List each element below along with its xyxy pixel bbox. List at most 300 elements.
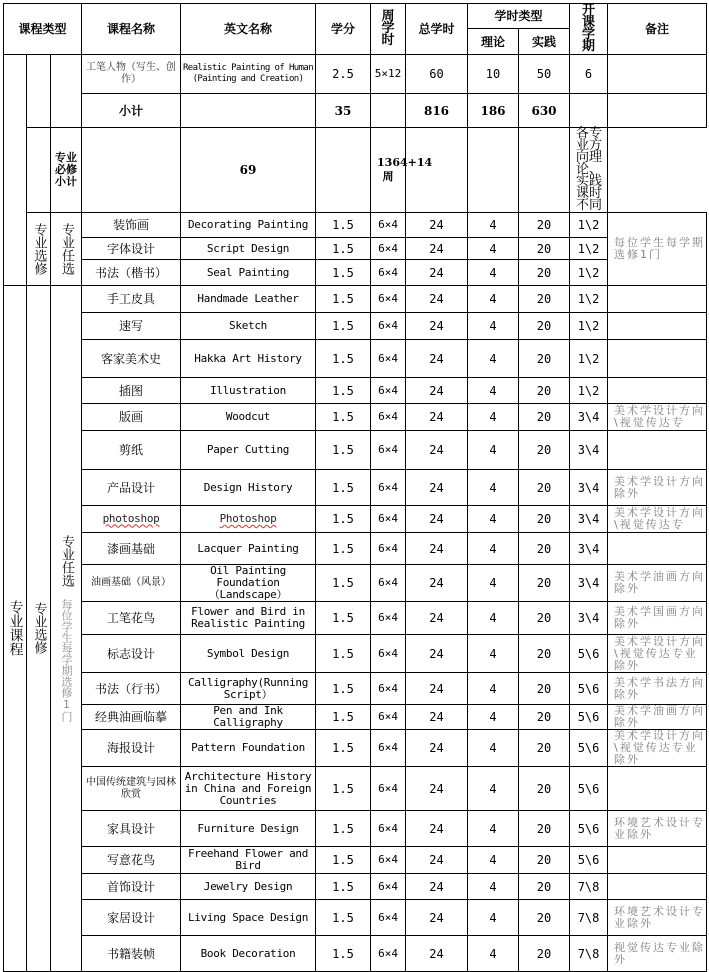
- course-credits: 1.5: [316, 565, 371, 602]
- table-row: [4, 213, 707, 238]
- course-name-text: 手工皮具: [107, 292, 156, 306]
- course-name-text: 海报设计: [107, 741, 156, 755]
- course-english-name: [181, 900, 316, 936]
- course-theory-hours: 4: [468, 767, 519, 811]
- course-credits: 1.5: [316, 874, 371, 900]
- group-major-elective: [27, 286, 51, 972]
- subtotal-semester: [570, 94, 608, 128]
- course-weekly-hours: 6×4: [371, 506, 406, 533]
- course-english-name: [181, 431, 316, 470]
- course-english-name: [181, 313, 316, 340]
- course-english-name: [181, 404, 316, 431]
- course-practice-hours: 20: [519, 900, 570, 936]
- course-name-text: 漆画基础: [107, 541, 156, 556]
- course-total-hours: 24: [406, 635, 468, 673]
- group-major-optional-label: 专业任选: [59, 535, 74, 587]
- course-practice-hours: 20: [519, 936, 570, 972]
- header-theory: 理论: [468, 29, 519, 55]
- required-subtotal-label: 专业必修小计: [51, 128, 82, 213]
- table-row: [4, 260, 707, 286]
- table-row: [4, 705, 707, 730]
- course-total-hours: 24: [406, 340, 468, 378]
- course-semester: 7\8: [570, 900, 608, 936]
- course-theory-hours: 4: [468, 847, 519, 874]
- course-practice-hours: 20: [519, 673, 570, 705]
- course-weekly-hours: 5×12: [371, 55, 406, 94]
- course-practice-hours: 20: [519, 874, 570, 900]
- course-weekly-hours: 6×4: [371, 378, 406, 404]
- group-major-elective: [27, 213, 51, 286]
- required-subtotal-semester: [519, 128, 570, 213]
- course-name-text: 家居设计: [107, 910, 156, 925]
- course-semester: 3\4: [570, 533, 608, 565]
- course-credits: 1.5: [316, 936, 371, 972]
- course-practice-hours: 20: [519, 470, 570, 506]
- course-english-text: Paper Cutting: [206, 443, 290, 456]
- group-cell-empty: [27, 55, 51, 128]
- course-remark: [608, 767, 707, 811]
- course-total-hours: 24: [406, 811, 468, 847]
- course-remark: [608, 340, 707, 378]
- course-name-text: 产品设计: [107, 480, 156, 495]
- course-credits: 1.5: [316, 431, 371, 470]
- course-semester: 3\4: [570, 431, 608, 470]
- group-cell-empty: [4, 55, 27, 286]
- course-semester: 1\2: [570, 340, 608, 378]
- course-english-text: Symbol Design: [206, 646, 290, 660]
- course-english-name: [181, 635, 316, 673]
- course-total-hours: 24: [406, 730, 468, 767]
- table-row: [4, 847, 707, 874]
- course-name-text: 装饰画: [113, 218, 150, 232]
- course-weekly-hours: 6×4: [371, 340, 406, 378]
- course-english-text: Illustration: [210, 383, 286, 397]
- course-english-name: [181, 565, 316, 602]
- course-semester: 3\4: [570, 602, 608, 635]
- curriculum-table: [3, 3, 707, 972]
- course-theory-hours: 4: [468, 378, 519, 404]
- course-theory-hours: 4: [468, 673, 519, 705]
- course-english-name: [181, 730, 316, 767]
- course-practice-hours: 20: [519, 705, 570, 730]
- course-semester: 5\6: [570, 767, 608, 811]
- course-credits: 1.5: [316, 378, 371, 404]
- course-english-text: Calligraphy(Running Script）: [187, 675, 309, 701]
- course-credits: 1.5: [316, 404, 371, 431]
- course-theory-hours: 4: [468, 874, 519, 900]
- course-theory-hours: 4: [468, 565, 519, 602]
- course-weekly-hours: 6×4: [371, 811, 406, 847]
- course-name: [82, 730, 181, 767]
- table-row: [4, 811, 707, 847]
- course-semester: 5\6: [570, 705, 608, 730]
- course-english-text: Decorating Painting: [187, 218, 309, 231]
- course-english-text: Photoshop: [219, 512, 277, 525]
- course-name: [82, 506, 181, 533]
- course-semester: 1\2: [570, 213, 608, 238]
- course-english-text: Woodcut: [225, 410, 271, 423]
- course-total-hours: 24: [406, 404, 468, 431]
- course-weekly-hours: 6×4: [371, 533, 406, 565]
- course-semester: 5\6: [570, 673, 608, 705]
- course-english-name: [181, 602, 316, 635]
- required-subtotal-remark: 各专业方向理论、实践课时不同: [570, 128, 608, 213]
- course-theory-hours: 4: [468, 431, 519, 470]
- course-english-text: Oil Painting Foundation（Landscape）: [208, 564, 288, 601]
- course-name: [82, 286, 181, 313]
- course-remark: 美术学油画方向除外: [608, 705, 707, 730]
- required-subtotal-credits: 69: [181, 128, 316, 213]
- course-theory-hours: 4: [468, 602, 519, 635]
- course-practice-hours: 20: [519, 811, 570, 847]
- course-name: [82, 260, 181, 286]
- course-weekly-hours: 6×4: [371, 260, 406, 286]
- course-theory-hours: 4: [468, 506, 519, 533]
- course-name-text: 书法（楷书）: [95, 265, 168, 280]
- course-english-name: [181, 506, 316, 533]
- course-semester: 1\2: [570, 378, 608, 404]
- course-name: [82, 533, 181, 565]
- course-theory-hours: 4: [468, 470, 519, 506]
- subtotal-row: [4, 94, 707, 128]
- table-row: [4, 431, 707, 470]
- course-english-text: Jewelry Design: [203, 879, 293, 893]
- course-name-text: 经典油画临摹: [95, 710, 168, 724]
- course-semester: 5\6: [570, 730, 608, 767]
- course-semester: 1\2: [570, 238, 608, 260]
- header-english-name: 英文名称: [181, 4, 316, 55]
- course-remark: [608, 874, 707, 900]
- course-weekly-hours: 6×4: [371, 404, 406, 431]
- course-weekly-hours: 6×4: [371, 470, 406, 506]
- required-subtotal-row: [4, 128, 707, 213]
- course-english-name: [181, 767, 316, 811]
- course-practice-hours: 20: [519, 431, 570, 470]
- course-total-hours: 24: [406, 705, 468, 730]
- course-theory-hours: 4: [468, 340, 519, 378]
- course-english-text: Handmade Leather: [197, 292, 299, 305]
- table-row: [4, 900, 707, 936]
- course-practice-hours: 20: [519, 767, 570, 811]
- course-name-text: 工笔花鸟: [107, 611, 156, 625]
- course-name-text: 剪纸: [119, 443, 144, 457]
- subtotal-practice: 630: [519, 94, 570, 128]
- course-english-text: Furniture Design: [197, 821, 299, 835]
- course-practice-hours: 20: [519, 847, 570, 874]
- course-credits: 1.5: [316, 340, 371, 378]
- course-name: 工笔人物（写生、创作）: [82, 55, 181, 94]
- course-credits: 1.5: [316, 213, 371, 238]
- course-weekly-hours: 6×4: [371, 286, 406, 313]
- course-name-text: 速写: [119, 319, 144, 333]
- course-remark: 美术学设计方向\视觉传达专业除外: [608, 635, 707, 673]
- header-practice: 实践: [519, 29, 570, 55]
- table-row: [4, 673, 707, 705]
- course-english-name: Realistic Painting of Human (Painting and Creation): [181, 55, 316, 94]
- course-english-name: [181, 705, 316, 730]
- course-practice-hours: 20: [519, 340, 570, 378]
- course-weekly-hours: 6×4: [371, 847, 406, 874]
- course-english-name: [181, 286, 316, 313]
- course-english-name: [181, 847, 316, 874]
- course-english-text: Pattern Foundation: [191, 741, 305, 754]
- table-row: [4, 378, 707, 404]
- course-weekly-hours: 6×4: [371, 874, 406, 900]
- course-name: [82, 238, 181, 260]
- course-name-text: 家具设计: [107, 821, 156, 836]
- course-semester: 3\4: [570, 404, 608, 431]
- table-row: [4, 470, 707, 506]
- course-credits: 1.5: [316, 470, 371, 506]
- course-semester: 1\2: [570, 313, 608, 340]
- course-name: [82, 404, 181, 431]
- course-name: [82, 673, 181, 705]
- course-english-text: Book Decoration: [200, 946, 296, 960]
- course-total-hours: 24: [406, 533, 468, 565]
- course-theory-hours: 4: [468, 213, 519, 238]
- group-major-course-label: 专业课程: [7, 600, 24, 656]
- table-row: [4, 404, 707, 431]
- course-name: [82, 602, 181, 635]
- course-remark: [608, 533, 707, 565]
- course-name: [82, 847, 181, 874]
- header-semester: [570, 4, 608, 55]
- table-row: [4, 565, 707, 602]
- course-total-hours: 24: [406, 286, 468, 313]
- course-name: [82, 767, 181, 811]
- course-credits: 1.5: [316, 767, 371, 811]
- course-english-name: [181, 238, 316, 260]
- course-english-text: Seal Painting: [206, 265, 290, 279]
- table-row: [4, 340, 707, 378]
- course-credits: 1.5: [316, 313, 371, 340]
- course-name: [82, 431, 181, 470]
- course-theory-hours: 4: [468, 730, 519, 767]
- course-total-hours: 24: [406, 936, 468, 972]
- course-english-name: [181, 340, 316, 378]
- course-weekly-hours: 6×4: [371, 730, 406, 767]
- header-weekly-hours-text: 周学时: [381, 9, 395, 48]
- course-semester: 1\2: [570, 286, 608, 313]
- header-semester-text: 开课学期: [582, 3, 596, 54]
- course-semester: 5\6: [570, 847, 608, 874]
- course-remark: 视觉传达专业除外: [608, 936, 707, 972]
- course-remark: 美术学设计方向\视觉传达专业除外: [608, 730, 707, 767]
- course-practice-hours: 20: [519, 404, 570, 431]
- course-name-text: photoshop: [102, 511, 160, 525]
- course-practice-hours: 20: [519, 378, 570, 404]
- course-remark: 美术学设计方向除外: [608, 470, 707, 506]
- group-major-course: [4, 286, 27, 972]
- course-total-hours: 24: [406, 431, 468, 470]
- header-hour-type: 学时类型: [468, 4, 570, 29]
- course-credits: 1.5: [316, 673, 371, 705]
- course-practice-hours: 20: [519, 602, 570, 635]
- course-practice-hours: 20: [519, 313, 570, 340]
- course-english-name: [181, 874, 316, 900]
- course-practice-hours: 20: [519, 286, 570, 313]
- group-cell-empty: [51, 55, 82, 128]
- course-english-name: [181, 936, 316, 972]
- course-weekly-hours: 6×4: [371, 705, 406, 730]
- course-weekly-hours: 6×4: [371, 673, 406, 705]
- course-total-hours: 24: [406, 506, 468, 533]
- course-name: [82, 213, 181, 238]
- course-semester: 7\8: [570, 874, 608, 900]
- table-row: [4, 55, 707, 94]
- course-english-text: Sketch: [229, 319, 267, 332]
- course-weekly-hours: 6×4: [371, 767, 406, 811]
- course-remark: [608, 55, 707, 94]
- required-subtotal-practice: [468, 128, 519, 213]
- course-practice-hours: 50: [519, 55, 570, 94]
- required-subtotal-theory: [406, 128, 468, 213]
- subtotal-theory: 186: [468, 94, 519, 128]
- course-credits: 1.5: [316, 260, 371, 286]
- course-weekly-hours: 6×4: [371, 936, 406, 972]
- course-semester: 5\6: [570, 811, 608, 847]
- course-semester: 7\8: [570, 936, 608, 972]
- course-practice-hours: 20: [519, 565, 570, 602]
- course-credits: 2.5: [316, 55, 371, 94]
- group-optional-wrap: [52, 535, 80, 722]
- course-remark: 美术学设计方向\视觉传达专: [608, 404, 707, 431]
- course-english-text: Freehand Flower and Bird: [187, 847, 309, 872]
- course-credits: 1.5: [316, 533, 371, 565]
- course-practice-hours: 20: [519, 730, 570, 767]
- course-name: [82, 900, 181, 936]
- course-remark: [608, 378, 707, 404]
- course-remark: 每位学生每学期选修1门: [608, 213, 707, 286]
- course-name-text: 首饰设计: [107, 879, 156, 894]
- course-english-text: Design History: [203, 480, 293, 494]
- course-name-text: 插图: [119, 383, 144, 398]
- table-row: [4, 533, 707, 565]
- group-major-optional: [51, 213, 82, 286]
- course-weekly-hours: 6×4: [371, 602, 406, 635]
- course-english-name: [181, 533, 316, 565]
- subtotal-weekly: [371, 94, 406, 128]
- course-name: [82, 378, 181, 404]
- subtotal-label: 小计: [82, 94, 181, 128]
- required-subtotal-weekly: [316, 128, 371, 213]
- course-remark: 美术学国画方向除外: [608, 602, 707, 635]
- course-remark: 环境艺术设计专业除外: [608, 900, 707, 936]
- table-row: [4, 730, 707, 767]
- course-name-text: 版画: [119, 410, 144, 424]
- course-practice-hours: 20: [519, 506, 570, 533]
- course-name: [82, 936, 181, 972]
- course-name-text: 写意花鸟: [107, 853, 156, 867]
- course-english-name: [181, 260, 316, 286]
- course-total-hours: 24: [406, 673, 468, 705]
- course-name: [82, 635, 181, 673]
- course-credits: 1.5: [316, 730, 371, 767]
- course-english-name: [181, 470, 316, 506]
- group-major-optional-label: 专业任选: [59, 222, 74, 275]
- header-credits: 学分: [316, 4, 371, 55]
- course-english-text: Pen and Ink Calligraphy: [213, 704, 283, 729]
- course-name: [82, 565, 181, 602]
- course-credits: 1.5: [316, 811, 371, 847]
- course-english-name: [181, 811, 316, 847]
- course-total-hours: 24: [406, 238, 468, 260]
- course-credits: 1.5: [316, 705, 371, 730]
- course-credits: 1.5: [316, 506, 371, 533]
- course-weekly-hours: 6×4: [371, 900, 406, 936]
- course-semester: 1\2: [570, 260, 608, 286]
- table-row: [4, 602, 707, 635]
- course-total-hours: 24: [406, 767, 468, 811]
- table-row: [4, 286, 707, 313]
- course-semester: 3\4: [570, 506, 608, 533]
- course-credits: 1.5: [316, 900, 371, 936]
- course-credits: 1.5: [316, 602, 371, 635]
- table-row: [4, 635, 707, 673]
- course-name-text: 书法（行书）: [95, 681, 168, 696]
- group-major-optional: [51, 286, 82, 972]
- course-weekly-hours: 6×4: [371, 565, 406, 602]
- course-name-text: 中国传统建筑与园林欣赏: [86, 776, 177, 800]
- course-total-hours: 24: [406, 260, 468, 286]
- group-optional-note: 每位学生每学期选修1门: [60, 599, 73, 722]
- course-name-text: 标志设计: [107, 646, 156, 661]
- course-credits: 1.5: [316, 635, 371, 673]
- course-remark: 美术学设计方向\视觉传达专: [608, 506, 707, 533]
- course-name: [82, 313, 181, 340]
- course-total-hours: 24: [406, 565, 468, 602]
- course-english-text: Hakka Art History: [194, 351, 302, 365]
- course-total-hours: 24: [406, 313, 468, 340]
- course-theory-hours: 4: [468, 260, 519, 286]
- table-row: [4, 506, 707, 533]
- course-name: [82, 705, 181, 730]
- course-name: [82, 470, 181, 506]
- course-total-hours: 24: [406, 378, 468, 404]
- course-name-text: 书籍装帧: [107, 946, 156, 961]
- course-weekly-hours: 6×4: [371, 635, 406, 673]
- course-english-text: Lacquer Painting: [197, 541, 299, 555]
- course-theory-hours: 4: [468, 404, 519, 431]
- required-subtotal-english: [82, 128, 181, 213]
- course-english-text: Living Space Design: [187, 910, 309, 924]
- course-semester: 5\6: [570, 635, 608, 673]
- course-remark: [608, 286, 707, 313]
- group-major-elective-label: 专业选修: [31, 602, 47, 654]
- course-semester: 3\4: [570, 565, 608, 602]
- course-english-name: [181, 378, 316, 404]
- required-subtotal-total-hours: 1364+14周: [371, 128, 406, 213]
- course-remark: [608, 431, 707, 470]
- table-row: [4, 874, 707, 900]
- course-total-hours: 24: [406, 874, 468, 900]
- course-practice-hours: 20: [519, 533, 570, 565]
- course-remark: [608, 313, 707, 340]
- course-name: [82, 811, 181, 847]
- course-theory-hours: 4: [468, 635, 519, 673]
- table-row: [4, 313, 707, 340]
- course-practice-hours: 20: [519, 213, 570, 238]
- course-remark: [608, 847, 707, 874]
- course-total-hours: 24: [406, 847, 468, 874]
- course-weekly-hours: 6×4: [371, 313, 406, 340]
- header-course-type: 课程类型: [4, 4, 82, 55]
- course-semester: 6: [570, 55, 608, 94]
- course-theory-hours: 10: [468, 55, 519, 94]
- table-row: [4, 767, 707, 811]
- header-total-hours: 总学时: [406, 4, 468, 55]
- course-remark: 美术学油画方向除外: [608, 565, 707, 602]
